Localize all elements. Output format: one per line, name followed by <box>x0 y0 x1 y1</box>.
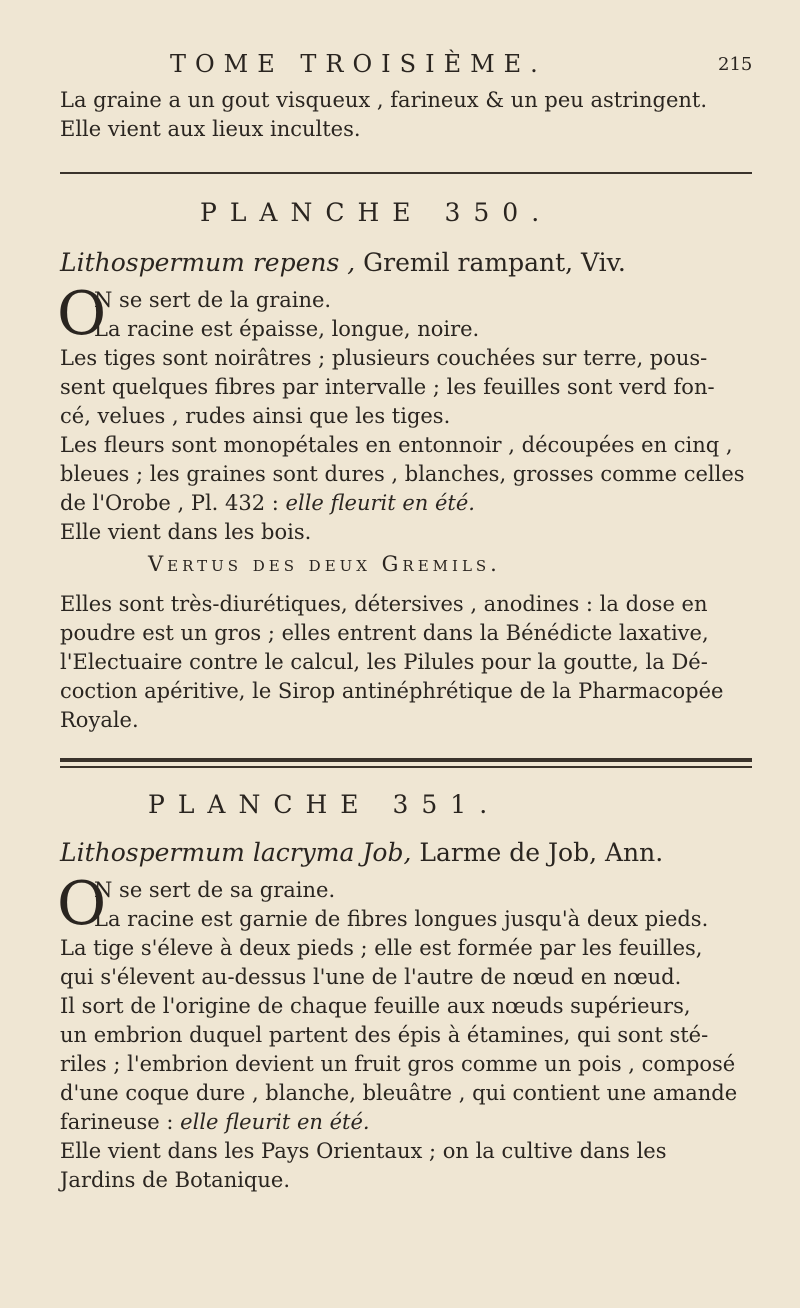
body-line: Les fleurs sont monopétales en entonnoir , découpées en cinq , <box>60 433 733 457</box>
body-line: cé, velues , rudes ainsi que les tiges. <box>60 404 451 428</box>
author-abbrev: Viv. <box>581 248 626 277</box>
body-line: poudre est un gros ; elles entrent dans la Bénédicte laxative, <box>60 621 709 645</box>
common-name: Gremil rampant, <box>363 248 574 277</box>
body-line: l'Electuaire contre le calcul, les Pilules pour la goutte, la Dé- <box>60 650 708 674</box>
body-line <box>60 1108 750 1137</box>
plate-title <box>60 248 626 277</box>
page-number: 215 <box>718 54 753 75</box>
intro-line: Elle vient aux lieux incultes. <box>60 117 361 141</box>
latin-name: Lithospermum repens , <box>60 248 356 277</box>
body-line: riles ; l'embrion devient un fruit gros comme un pois , composé <box>60 1052 736 1076</box>
body-line: bleues ; les graines sont dures , blanches, grosses comme celles <box>60 462 745 486</box>
body-line: qui s'élevent au-dessus l'une de l'autre de nœud en nœud. <box>60 965 682 989</box>
section-rule <box>60 766 752 768</box>
plate-heading: PLANCHE 351. <box>148 790 501 819</box>
common-name: Larme de Job, <box>419 838 598 867</box>
drop-cap: O <box>57 869 107 939</box>
plate-title <box>60 838 663 867</box>
body-line: Elles sont très-diurétiques, détersives , anodines : la dose en <box>60 592 708 616</box>
body-line: coction apéritive, le Sirop antinéphrétique de la Pharmacopée <box>60 679 724 703</box>
plate-heading: PLANCHE 350. <box>200 198 553 227</box>
virtues-heading: Vertus des deux Gremils. <box>148 552 501 576</box>
body-line: La racine est garnie de fibres longues jusqu'à deux pieds. <box>94 907 709 931</box>
body-line: Elle vient dans les Pays Orientaux ; on la cultive dans les <box>60 1139 667 1163</box>
body-line <box>60 489 750 518</box>
drop-cap: O <box>57 279 107 349</box>
body-line: un embrion duquel partent des épis à étamines, qui sont sté- <box>60 1023 709 1047</box>
body-text: de l'Orobe , Pl. 432 : <box>60 491 279 515</box>
body-text: farineuse : <box>60 1110 174 1134</box>
body-line: Royale. <box>60 708 139 732</box>
latin-name: Lithospermum lacryma Job, <box>60 838 412 867</box>
body-line: Il sort de l'origine de chaque feuille aux nœuds supérieurs, <box>60 994 691 1018</box>
body-line: Jardins de Botanique. <box>60 1168 291 1192</box>
flowering-note: elle fleurit en été. <box>180 1110 370 1134</box>
body-line: sent quelques fibres par intervalle ; les feuilles sont verd fon- <box>60 375 715 399</box>
section-rule <box>60 758 752 762</box>
body-line: Elle vient dans les bois. <box>60 520 312 544</box>
author-abbrev: Ann. <box>605 838 664 867</box>
body-line: La tige s'éleve à deux pieds ; elle est formée par les feuilles, <box>60 936 703 960</box>
body-line: d'une coque dure , blanche, bleuâtre , qui contient une amande <box>60 1081 738 1105</box>
section-rule <box>60 172 752 174</box>
body-line: N se sert de sa graine. <box>94 878 336 902</box>
body-line: La racine est épaisse, longue, noire. <box>94 317 480 341</box>
running-head: TOME TROISIÈME. <box>170 50 547 78</box>
intro-line: La graine a un gout visqueux , farineux & un peu astringent. <box>60 88 708 112</box>
body-line: N se sert de la graine. <box>94 288 332 312</box>
flowering-note: elle fleurit en été. <box>285 491 475 515</box>
body-line: Les tiges sont noirâtres ; plusieurs couchées sur terre, pous- <box>60 346 708 370</box>
